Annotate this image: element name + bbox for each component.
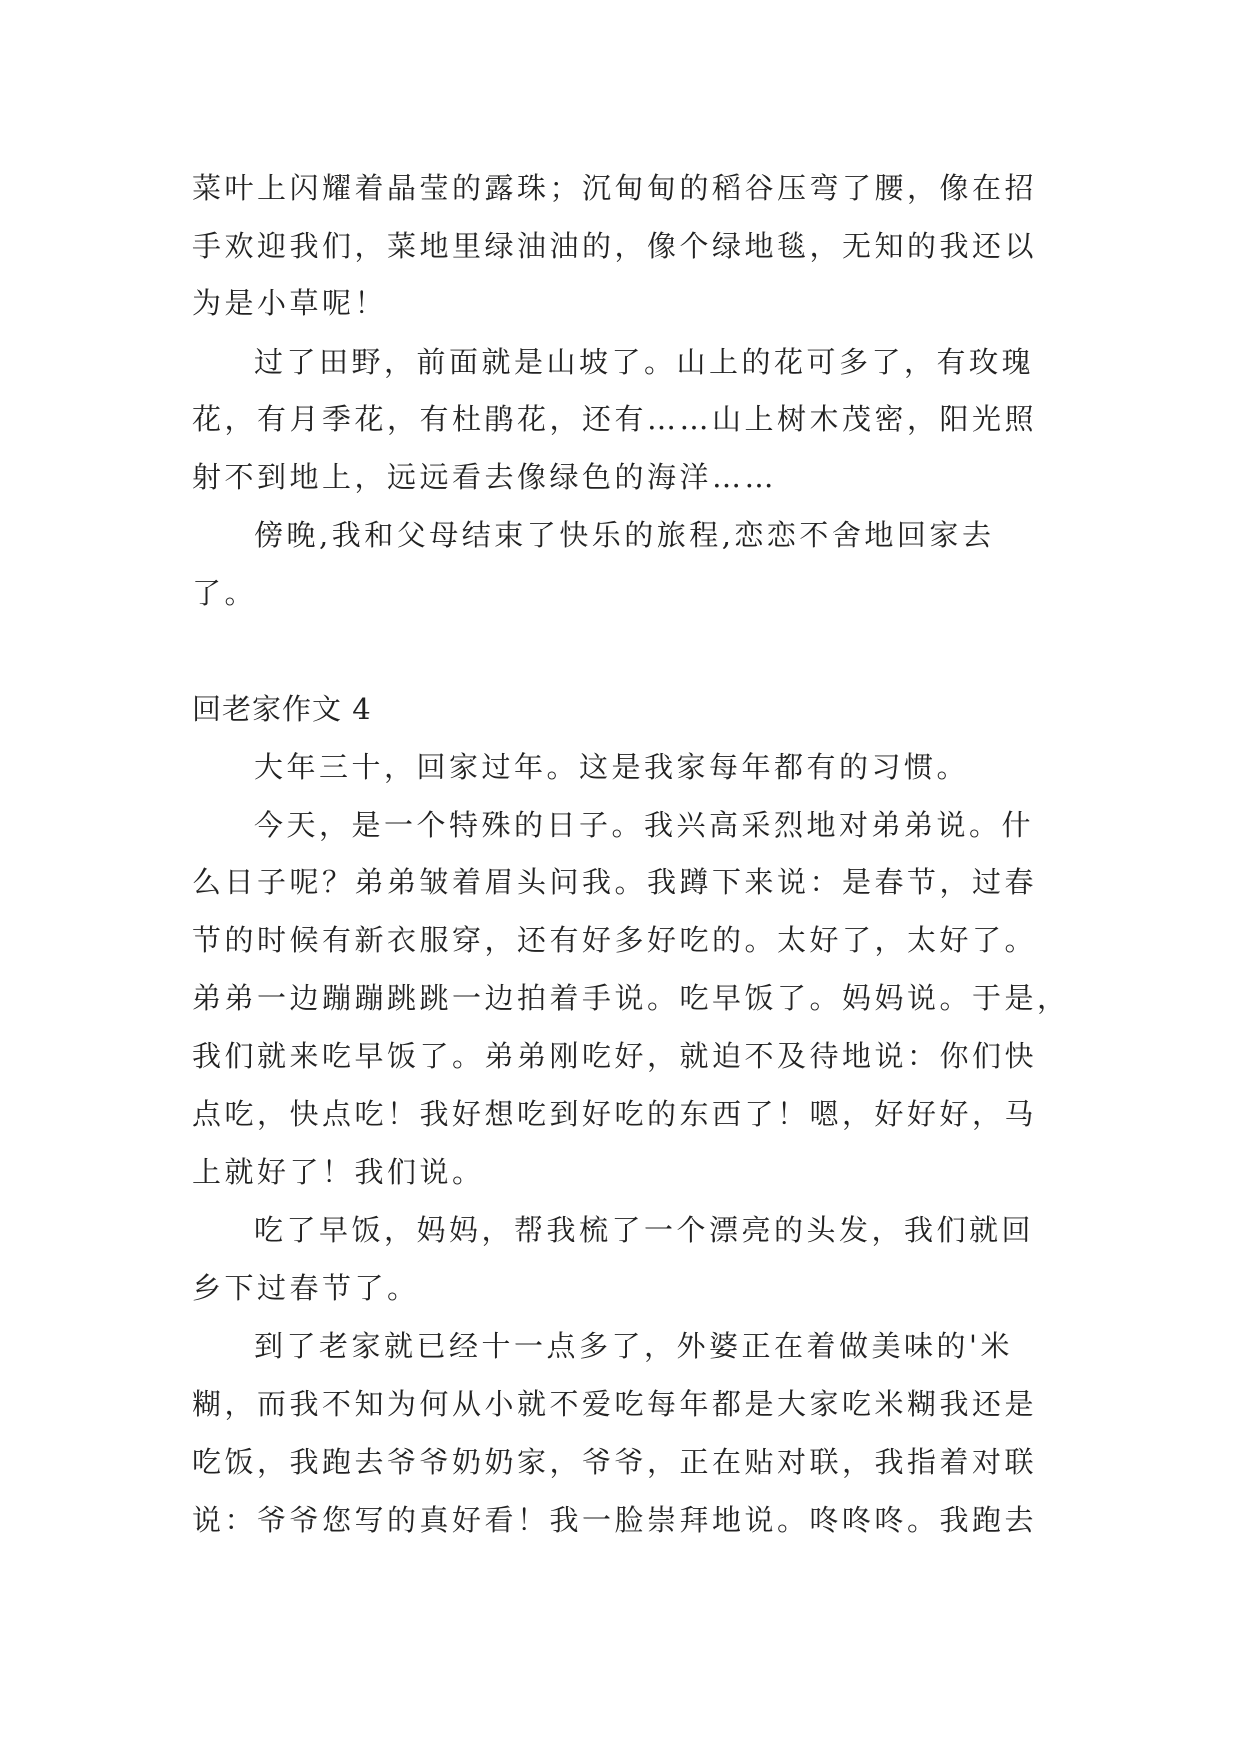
paragraph-line: 点吃，快点吃！我好想吃到好吃的东西了！嗯，好好好，马 <box>192 1097 1038 1131</box>
paragraph-line: 么日子呢？弟弟皱着眉头问我。我蹲下来说：是春节，过春 <box>192 865 1038 899</box>
paragraph-line: 弟弟一边蹦蹦跳跳一边拍着手说。吃早饭了。妈妈说。于是， <box>192 981 1070 1015</box>
paragraph-line: 今天，是一个特殊的日子。我兴高采烈地对弟弟说。什 <box>254 808 1035 842</box>
paragraph-line: 糊，而我不知为何从小就不爱吃每年都是大家吃米糊我还是 <box>192 1387 1038 1421</box>
paragraph-line: 说：爷爷您写的真好看！我一脸崇拜地说。咚咚咚。我跑去 <box>192 1503 1038 1537</box>
paragraph-line: 吃了早饭，妈妈，帮我梳了一个漂亮的头发，我们就回 <box>254 1213 1035 1247</box>
paragraph-line: 上就好了！我们说。 <box>192 1155 485 1189</box>
paragraph-line: 花，有月季花，有杜鹃花，还有……山上树木茂密，阳光照 <box>192 402 1038 436</box>
paragraph-line: 菜叶上闪耀着晶莹的露珠；沉甸甸的稻谷压弯了腰，像在招 <box>192 171 1038 205</box>
paragraph-line: 吃饭，我跑去爷爷奶奶家，爷爷，正在贴对联，我指着对联 <box>192 1445 1038 1479</box>
paragraph-line: 乡下过春节了。 <box>192 1271 420 1305</box>
paragraph-line: 射不到地上，远远看去像绿色的海洋…… <box>192 460 778 494</box>
paragraph-line: 节的时候有新衣服穿，还有好多好吃的。太好了，太好了。 <box>192 923 1038 957</box>
paragraph-line: 了。 <box>192 576 258 610</box>
paragraph-line: 我们就来吃早饭了。弟弟刚吃好，就迫不及待地说：你们快 <box>192 1039 1038 1073</box>
section-title: 回老家作文 4 <box>192 692 372 726</box>
paragraph-line: 大年三十，回家过年。这是我家每年都有的习惯。 <box>254 750 970 784</box>
paragraph-line: 手欢迎我们，菜地里绿油油的，像个绿地毯，无知的我还以 <box>192 229 1038 263</box>
paragraph-line: 傍晚,我和父母结束了快乐的旅程,恋恋不舍地回家去 <box>254 518 995 552</box>
paragraph-line: 为是小草呢！ <box>192 286 388 320</box>
paragraph-line: 到了老家就已经十一点多了，外婆正在着做美味的'米 <box>254 1329 1013 1363</box>
paragraph-line: 过了田野，前面就是山坡了。山上的花可多了，有玫瑰 <box>254 345 1035 379</box>
